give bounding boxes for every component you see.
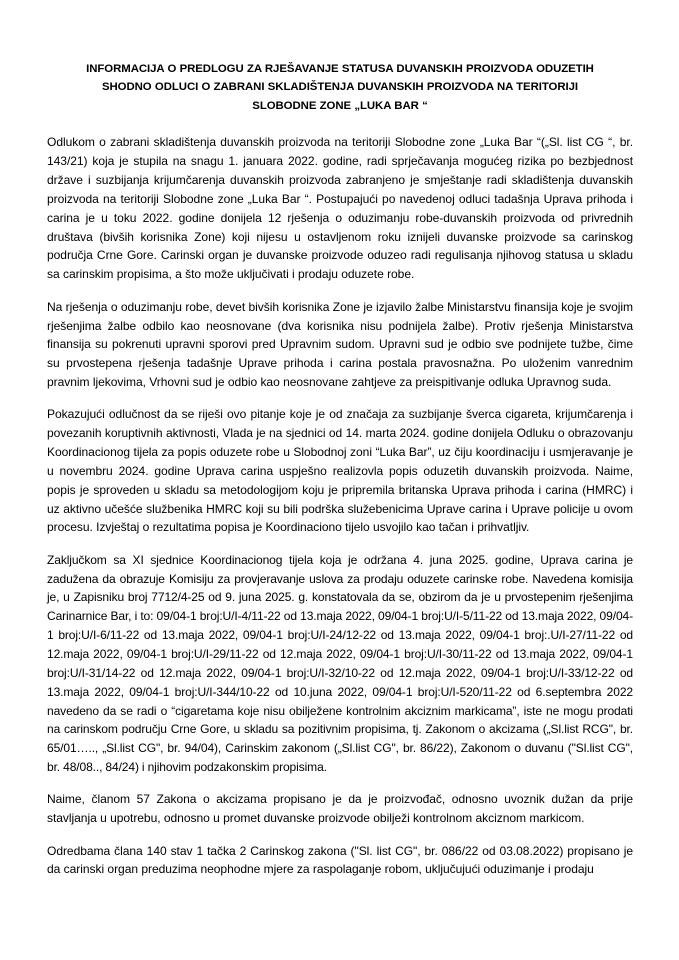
paragraph-koordinaciono-tijelo-popis: Pokazujući odlučnost da se riješi ovo pitanje koje je od značaja za suzbijanje šverca cigareta, krijumčarenja i povezanih koruptivnih aktivnosti, Vlada je na sjednici od 14. marta 2024. godine donijela Odluku o obrazovanju Koordinacionog tijela za popis oduzete robe u Slobodnoj zoni “Luka Bar”, uz čiju koordinaciju i usmjeravanje je u novembru 2024. godine Uprava carina uspješno realizovla popis oduzetih duvanskih proizvoda. Naime, popis je sproveden u skladu sa metodologijom koju je pripremila britanska Uprava prihoda i carina (HMRC) i uz aktivno učešće službenika HMRC koji su bili podrška služebenicima Uprave carina i Uprave policije u ovom procesu. Izvještaj o rezultatima popisa je Koordinaciono tijelo usvojilo kao tačan i prihvatljiv. — [47, 407, 633, 535]
paragraph-clan-57-zakona-o-akcizama: Naime, članom 57 Zakona o akcizama propisano je da je proizvođač, odnosno uvoznik dužan da prije stavljanja u upotrebu, odnosno u promet duvanske proizvode obilježi kontrolnom akciznom markicom. — [47, 792, 633, 826]
document-title-line-3: SLOBODNE ZONE „LUKA BAR “ — [252, 99, 428, 112]
paragraph-zalbe-i-upravni-sporovi: Na rješenja o oduzimanju robe, devet bivših korisnika Zone je izjavilo žalbe Ministarstvu finansija koje je svojim rješenjima žalbe odbilo kao neosnovane (dva korisnika nisu podnijela žalbe). Protiv rješenja Ministarstva finansija su pokrenuti upravni sporovi pred Upravnim sudom. Upravni sud je odbio sve podnijete tužbe, čime su prvostepena rješenja tadašnje Uprave prihoda i carina postala pravosnažna. Po uloženim vanrednim pravnim ljekovima, Vrhovni sud je odbio kao neosnovane zahtjeve za preispitivanje odluka Upravnog suda. — [47, 299, 633, 390]
paragraph-zakljucak-xi-sjednice-rjesenja: Zaključkom sa XI sjednice Koordinacionog tijela koja je održana 4. juna 2025. godine, Uprava carina je zadužena da obrazuje Komisiju za provjeravanje uslova za prodaju oduzete carinske robe. Navedena komisija je, u Zapisniku broj 7712/4-25 od 9. juna 2025. g. konstatovala da se, obzirom da je u prvostepenim rješenjima Carinarnice Bar, i to: 09/04-1 broj:U/I-4/11-22 od 13.maja 2022, 09/04-1 broj:U/I-5/11-22 od 13.maja 2022, 09/04-1 broj:U/I-6/11-22 od 13.maja 2022, 09/04-1 broj:U/I-24/12-22 od 13.maja 2022, 09/04-1 broj:.U/I-27/11-22 od 12.maja 2022, 09/04-1 broj:U/I-29/11-22 od 12.maja 2022, 09/04-1 broj:U/I-30/11-22 od 13.maja 2022, 09/04-1 broj:U/I-31/14-22 od 12.maja 2022, 09/04-1 broj:U/I-32/10-22 od 12.maja 2022, 09/04-1 broj:U/I-33/12-22 od 13.maja 2022, 09/04-1 broj:U/I-344/10-22 od 10.juna 2022, 09/04-1 broj:U/I-520/11-22 od 6.septembra 2022 navedeno da se radi o “cigaretama koje nisu obilježene kontrolnim akciznim markicama”, iste ne mogu prodati na carinskom području Crne Gore, u skladu sa pozitivnim propisima, tj. Zakonom o akcizama („Sl.list RCG", br. 65/01….., „Sl.list CG", br. 94/04), Carinskim zakonom („Sl.list CG", br. 86/22), Zakonom o duvanu ("Sl.list CG", br. 48/08.., 84/24) i njihovim podzakonskim propisima. — [47, 552, 633, 775]
document-title-line-2: SHODNO ODLUCI O ZABRANI SKLADIŠTENJA DUVANSKIH PROIZVODA NA TERITORIJI — [101, 81, 579, 94]
paragraph-odluka-o-zabrani: Odlukom o zabrani skladištenja duvanskih proizvoda na teritoriji Slobodne zone „Luka Bar “(„Sl. list CG “, br. 143/21) koja je stupila na snagu 1. januara 2022. godine, radi sprječavanja mogućeg rizika po bezbjednost države i suzbijanja krijumčarenja duvanskih proizvoda zabranjeno je smještanje radi skladištenja duvanskih proizvoda na teritoriji Slobodne zone „Luka Bar “. Postupajući po navedenoj odluci tadašnja Uprava prihoda i carina je u toku 2022. godine donijela 12 rješenja o oduzimanju robe-duvanskih proizvoda od privrednih društava (bivših korisnika Zone) koji nijesu u ostavljenom roku iznijeli duvanske proizvode sa carinskog područja Crne Gore. Carinski organ je duvanske proizvode oduzeo radi regulisanja njihovog statusa u skladu sa carinskim propisima, a što može uključivati i prodaju oduzete robe. — [47, 135, 633, 282]
document-title — [47, 60, 633, 115]
document-title-line-1: INFORMACIJA O PREDLOGU ZA RJEŠAVANJE STATUSA DUVANSKIH PROIZVODA ODUZETIH — [86, 63, 594, 75]
paragraph-clan-140-carinskog-zakona: Odredbama člana 140 stav 1 tačka 2 Carinskog zakona ("Sl. list CG", br. 086/22 od 03.08.2022) propisano je da carinski organ preduzima neophodne mjere za raspolaganje robom, uključujući oduzimanje i prodaju — [47, 843, 633, 877]
